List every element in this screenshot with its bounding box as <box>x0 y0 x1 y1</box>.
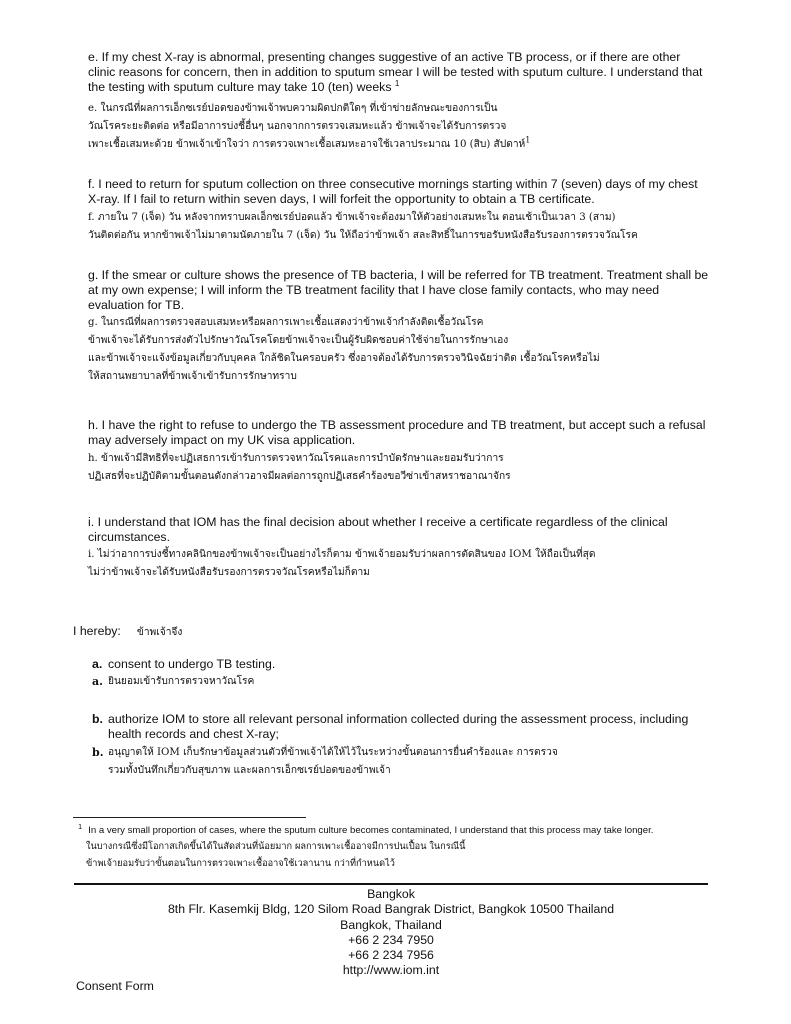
office-name: Bangkok <box>367 887 415 901</box>
thai-line: f. ภายใน 7 (เจ็ด) วัน หลังจากทราบผลเอ็กซเรย์ปอดแล้ว ข้าพเจ้าจะต้องมาให้ตัวอย่างเสมหะใน ตอนเช้าเป็นเวลา 3 (สาม) <box>88 212 616 223</box>
section-h <box>88 418 710 486</box>
consent-label: b. <box>92 712 103 726</box>
consent-item-a <box>92 657 702 691</box>
thai-line: ข้าพเจ้ายอมรับว่าขั้นตอนในการตรวจเพาะเชื้ออาจใช้เวลานาน กว่าที่กำหนดไว้ <box>86 858 395 870</box>
consent-label: a. <box>92 675 103 688</box>
section-f <box>88 177 710 245</box>
footnote-reference: 1 <box>394 78 400 88</box>
footnote <box>78 820 728 872</box>
phone-number: +66 2 234 7956 <box>348 948 434 963</box>
section-f-english: f. I need to return for sputum collection on three consecutive mornings starting within 7 (seven) days of my chest X-ray. If I fail to return within seven days, I will forfeit the opportunity to obtain a TB certificate. <box>88 177 698 206</box>
thai-line: h. ข้าพเจ้ามีสิทธิที่จะปฏิเสธการเข้ารับการตรวจหาวัณโรคและการบำบัดรักษาและยอมรับว่าการ <box>88 453 504 464</box>
thai-line: วัณโรคระยะติดต่อ หรือมีอาการบ่งชี้อื่นๆ นอกจากการตรวจเสมหะแล้ว ข้าพเจ้าจะได้รับการตรวจ <box>88 121 507 132</box>
thai-line: อนุญาตให้ IOM เก็บรักษาข้อมูลส่วนตัวที่ข้าพเจ้าได้ให้ไว้ในระหว่างขั้นตอนการยื่นคำร้องและ การตรวจ <box>108 747 558 758</box>
thai-line: ให้สถานพยาบาลที่ข้าพเจ้าเข้ารับการรักษาทราบ <box>88 371 297 382</box>
street-address: 8th Flr. Kasemkij Bldg, 120 Silom Road Bangrak District, Bangkok 10500 Thailand <box>167 902 615 917</box>
office-address <box>74 887 708 979</box>
section-g <box>88 268 710 386</box>
website-link[interactable]: http://www.iom.int <box>342 963 440 978</box>
consent-thai: ยินยอมเข้ารับการตรวจหาวัณโรค <box>108 676 255 687</box>
footer-rule <box>74 883 708 885</box>
thai-line: เพาะเชื้อเสมหะด้วย ข้าพเจ้าเข้าใจว่า การตรวจเพาะเชื้อเสมหะอาจใช้เวลาประมาณ 10 (สิบ) สัปดาห์$^1$ <box>88 135 531 150</box>
thai-line: ไม่ว่าข้าพเจ้าจะได้รับหนังสือรับรองการตรวจวัณโรคหรือไม่ก็ตาม <box>88 567 370 578</box>
hereby-english: I hereby: <box>73 624 121 638</box>
hereby-thai: ข้าพเจ้าจึง <box>136 627 183 638</box>
section-g-english: g. If the smear or culture shows the presence of TB bacteria, I will be referred for TB treatment. Treatment shall be at my own expense; I will inform the TB treatment facility that I have close family contacts, who may need evaluation for TB. <box>88 268 709 312</box>
section-i-thai <box>88 546 710 582</box>
thai-line: e. ในกรณีที่ผลการเอ็กซเรย์ปอดของข้าพเจ้าพบความผิดปกติใดๆ ที่เข้าข่ายลักษณะของการเป็น <box>88 103 498 114</box>
footnote-mark: 1 <box>78 822 83 831</box>
thai-line: และข้าพเจ้าจะแจ้งข้อมูลเกี่ยวกับบุคคล ใกล้ชิดในครอบครัว ซึ่งอาจต้องได้รับการตรวจวินิจฉัยว่าติด เชื้อวัณโรคหรือไม่ <box>88 353 600 364</box>
thai-line: วันติดต่อกัน หากข้าพเจ้าไม่มาตามนัดภายใน 7 (เจ็ด) วัน ให้ถือว่าข้าพเจ้า สละสิทธิ์ในการขอรับหนังสือรับรองการตรวจวัณโรค <box>88 230 638 241</box>
thai-line: รวมทั้งบันทึกเกี่ยวกับสุขภาพ และผลการเอ็กซเรย์ปอดของข้าพเจ้า <box>108 765 391 776</box>
footnote-separator <box>73 817 306 818</box>
footnote-english: $^1$ In a very small proportion of cases, where the sputum culture becomes contaminated, I understand that this process may take longer. <box>78 822 654 837</box>
consent-thai <box>108 744 558 780</box>
form-name: Consent Form <box>76 979 154 993</box>
consent-english: authorize IOM to store all relevant personal information collected during the assessment process, including health records and chest X-ray; <box>108 712 689 741</box>
section-e <box>88 50 710 154</box>
hereby-heading <box>73 622 473 642</box>
consent-label: b. <box>92 746 104 759</box>
phone-number: +66 2 234 7950 <box>348 932 434 947</box>
city: Bangkok, Thailand <box>340 917 442 932</box>
footnote-thai <box>78 838 728 872</box>
section-f-thai <box>88 209 710 245</box>
section-e-english: e. If my chest X-ray is abnormal, presenting changes suggestive of an active TB process, or if there are other clinic reasons for concern, then in addition to sputum smear I will be tested with sputum culture. I understand that the testing with sputum culture may take 10 (ten) weeks $^1$ <box>88 50 703 94</box>
section-h-thai <box>88 450 710 486</box>
thai-line: i. ไม่ว่าอาการบ่งชี้ทางคลินิกของข้าพเจ้าจะเป็นอย่างไรก็ตาม ข้าพเจ้ายอมรับว่าผลการตัดสินของ IOM ให้ถือเป็นที่สุด <box>88 549 596 560</box>
consent-english: consent to undergo TB testing. <box>108 657 276 671</box>
consent-item-b <box>92 712 702 780</box>
thai-line: g. ในกรณีที่ผลการตรวจสอบเสมหะหรือผลการเพาะเชื้อแสดงว่าข้าพเจ้ากำลังติดเชื้อวัณโรค <box>88 317 484 328</box>
section-g-thai <box>88 314 710 386</box>
section-i-english: i. I understand that IOM has the final decision about whether I receive a certificate regardless of the clinical circumstances. <box>88 515 668 544</box>
thai-line: ปฏิเสธที่จะปฏิบัติตามขั้นตอนดังกล่าวอาจมีผลต่อการถูกปฏิเสธคำร้องขอวีซ่าเข้าสหราชอาณาจักร <box>88 471 511 482</box>
thai-line: ในบางกรณีซึ่งมีโอกาสเกิดขึ้นได้ในสัดส่วนที่น้อยมาก ผลการเพาะเชื้ออาจมีการปนเปื้อน ในกรณีนี้ <box>86 841 466 853</box>
section-i <box>88 515 710 582</box>
thai-line: ข้าพเจ้าจะได้รับการส่งตัวไปรักษาวัณโรคโดยข้าพเจ้าจะเป็นผู้รับผิดชอบค่าใช้จ่ายในการรักษาเอง <box>88 335 509 346</box>
section-h-english: h. I have the right to refuse to undergo the TB assessment procedure and TB treatment, but accept such a refusal may adversely impact on my UK visa application. <box>88 418 706 447</box>
consent-label: a. <box>92 657 103 671</box>
section-e-thai <box>88 100 710 154</box>
